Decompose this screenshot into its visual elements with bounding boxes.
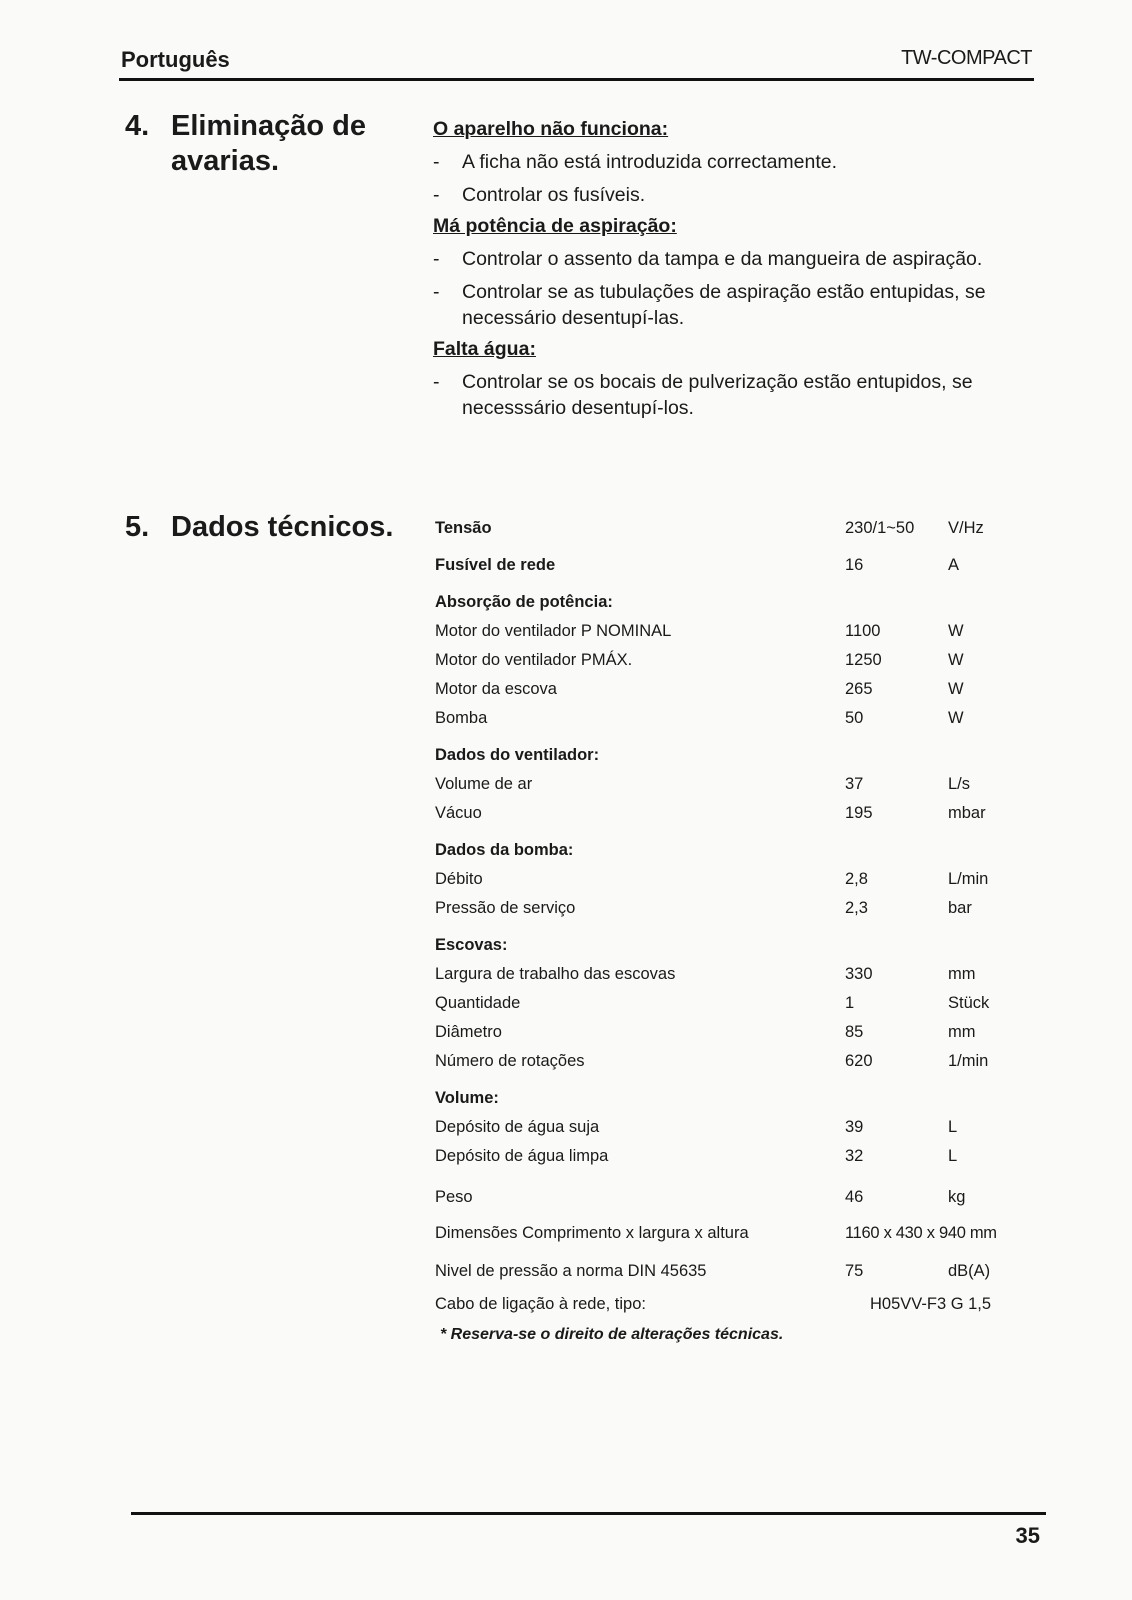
footer-rule xyxy=(131,1512,1046,1515)
trouble-item: - Controlar os fusíveis. xyxy=(433,184,646,206)
trouble-heading: O aparelho não funciona: xyxy=(433,118,669,140)
spec-group-heading: Volume: xyxy=(435,1089,499,1107)
spec-row: Quantidade 1 Stück xyxy=(435,994,990,1012)
spec-row-peso: Peso 46 kg xyxy=(435,1188,966,1206)
spec-row: Volume de ar 37 L/s xyxy=(435,775,971,793)
section-5-number: 5. xyxy=(125,511,150,543)
header-rule xyxy=(119,78,1034,81)
spec-row-cabo: Cabo de ligação à rede, tipo: H05VV-F3 G 1,5 xyxy=(435,1295,992,1313)
spec-row: Bomba 50 W xyxy=(435,709,964,727)
section-5-title xyxy=(125,510,393,545)
trouble-heading: Má potência de aspiração: xyxy=(433,215,677,237)
header-model: TW-COMPACT xyxy=(901,47,1032,69)
spec-row: Depósito de água limpa 32 L xyxy=(435,1147,958,1165)
spec-row-tensao: Tensão 230/1~50 V/Hz xyxy=(435,519,984,537)
trouble-item: - Controlar se os bocais de pulverização estão entupidos, se necesssário desentupí-los. xyxy=(433,371,973,419)
spec-row: Número de rotações 620 1/min xyxy=(435,1052,989,1070)
tech-data-table xyxy=(435,519,1055,1324)
spec-row: Motor do ventilador P NOMINAL 1100 W xyxy=(435,622,964,640)
spec-row: Diâmetro 85 mm xyxy=(435,1023,976,1041)
footnote: * Reserva-se o direito de alterações técnicas. xyxy=(440,1326,784,1343)
spec-row: Motor do ventilador PMÁX. 1250 W xyxy=(435,651,964,669)
spec-row-nivel: Nivel de pressão a norma DIN 45635 75 dB(A) xyxy=(435,1262,991,1280)
trouble-item: - A ficha não está introduzida correctamente. xyxy=(433,151,838,173)
section-4-title-line2: avarias. xyxy=(171,145,280,177)
spec-row-fusivel: Fusível de rede 16 A xyxy=(435,556,960,574)
section-4-title-line1: Eliminação de xyxy=(171,110,367,142)
spec-row: Largura de trabalho das escovas 330 mm xyxy=(435,965,976,983)
spec-row: Débito 2,8 L/min xyxy=(435,870,989,888)
header-language: Português xyxy=(121,47,230,72)
page-number: 35 xyxy=(1015,1523,1040,1548)
spec-group-heading: Dados da bomba: xyxy=(435,841,574,859)
trouble-item: - Controlar o assento da tampa e da mangueira de aspiração. xyxy=(433,248,983,270)
section-4-title xyxy=(125,109,366,179)
spec-row: Pressão de serviço 2,3 bar xyxy=(435,899,972,917)
spec-row: Depósito de água suja 39 L xyxy=(435,1118,958,1136)
trouble-item: - Controlar se as tubulações de aspiração estão entupidas, se necessário desentupí-las. xyxy=(433,281,986,329)
section-4-number: 4. xyxy=(125,110,150,142)
spec-row-dimensoes: Dimensões Comprimento x largura x altura 1160 x 430 x 940 mm xyxy=(435,1224,997,1242)
spec-row: Motor da escova 265 W xyxy=(435,680,964,698)
spec-group-heading: Absorção de potência: xyxy=(435,593,613,611)
spec-group-heading: Dados do ventilador: xyxy=(435,746,600,764)
section-5-title-text: Dados técnicos. xyxy=(171,511,394,543)
spec-row: Vácuo 195 mbar xyxy=(435,804,986,822)
spec-group-heading: Escovas: xyxy=(435,936,508,954)
troubleshooting-list xyxy=(433,118,1043,428)
trouble-heading: Falta água: xyxy=(433,338,536,360)
